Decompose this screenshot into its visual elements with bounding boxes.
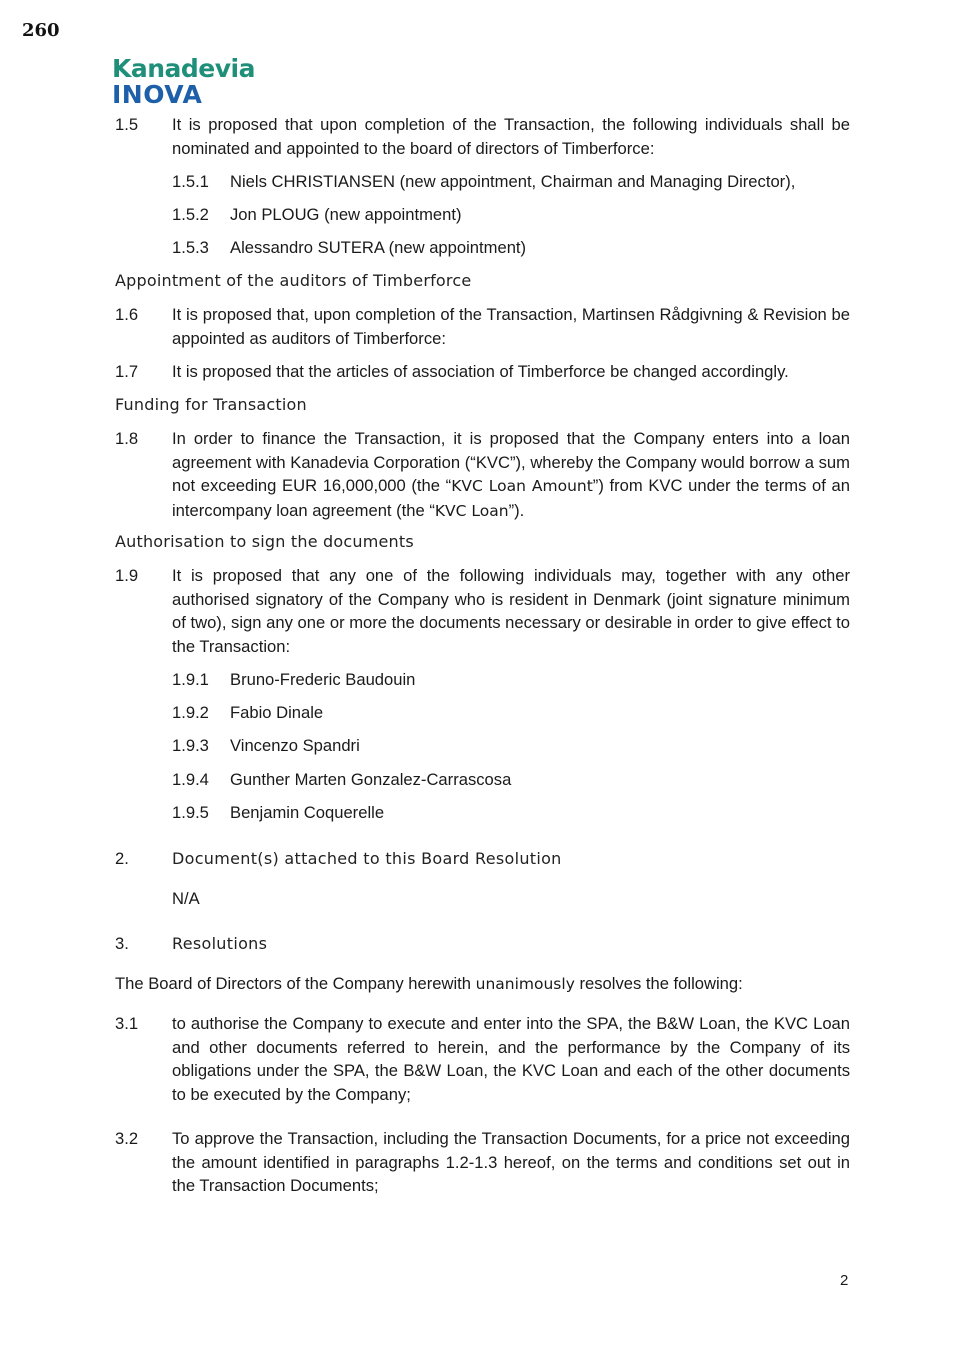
clause-number: 3.2 xyxy=(115,1129,139,1148)
clause-text: It is proposed that any one of the following individuals may, together with any other authorised signatory of the Company who is resident in Denmark (joint signature minimum of two), sign any one or more the documents necessary or desirable in order to give effect to the Transaction: xyxy=(172,566,850,656)
section-heading: Funding for Transaction xyxy=(115,395,307,414)
clause-text xyxy=(172,427,850,523)
list-item-number: 1.9.4 xyxy=(172,770,209,789)
section-number: 3. xyxy=(115,934,129,953)
list-item-number: 1.5.2 xyxy=(172,205,209,224)
list-item-number: 1.5.1 xyxy=(172,172,209,191)
clause-text-part: ”) from KVC under the terms of an intercompany loan agreement (the “ xyxy=(172,476,850,520)
logo-inova: INOVA xyxy=(112,80,203,109)
section-title: Resolutions xyxy=(172,934,268,953)
list-item-number: 1.9.3 xyxy=(172,736,209,755)
list-item-text: Niels CHRISTIANSEN (new appointment, Chairman and Managing Director), xyxy=(230,172,796,191)
section-heading: Appointment of the auditors of Timberforce xyxy=(115,271,472,290)
clause-number: 1.6 xyxy=(115,305,139,324)
list-item-text: Benjamin Coquerelle xyxy=(230,803,385,822)
clause-number: 3.1 xyxy=(115,1014,139,1033)
clause-number: 1.9 xyxy=(115,566,139,585)
section-body: N/A xyxy=(172,889,200,908)
section-heading: Authorisation to sign the documents xyxy=(115,532,414,551)
clause-text-part: ”). xyxy=(508,500,525,520)
clause-number: 1.7 xyxy=(115,362,139,381)
list-item-text: Gunther Marten Gonzalez-Carrascosa xyxy=(230,770,512,789)
clause-text: It is proposed that, upon completion of the Transaction, Martinsen Rådgivning & Revision be appointed as auditors of Timberforce: xyxy=(172,305,850,348)
list-item-text: Fabio Dinale xyxy=(230,703,324,722)
intro-emphasis: unanimously xyxy=(475,975,575,993)
page-number: 2 xyxy=(840,1272,849,1289)
section-title: Document(s) attached to this Board Resolution xyxy=(172,849,562,868)
clause-number: 1.8 xyxy=(115,429,139,448)
resolution-intro xyxy=(115,974,743,994)
page-stamp-number: 260 xyxy=(22,20,60,41)
list-item-text: Alessandro SUTERA (new appointment) xyxy=(230,238,527,257)
clause-number: 1.5 xyxy=(115,115,139,134)
logo-kanadevia: Kanadevia xyxy=(112,54,255,83)
list-item-number: 1.9.2 xyxy=(172,703,209,722)
list-item-number: 1.9.1 xyxy=(172,670,209,689)
list-item-number: 1.9.5 xyxy=(172,803,209,822)
clause-text: To approve the Transaction, including the Transaction Documents, for a price not exceeding the amount identified in paragraphs 1.2-1.3 hereof, on the terms and conditions set out in the Transaction Documents; xyxy=(172,1129,850,1195)
list-item-number: 1.5.3 xyxy=(172,238,209,257)
intro-text: The Board of Directors of the Company herewith xyxy=(115,974,476,993)
list-item-text: Vincenzo Spandri xyxy=(230,736,360,755)
clause-text: to authorise the Company to execute and enter into the SPA, the B&W Loan, the KVC Loan and other documents referred to herein, and the performance by the Company of its obligations under the SPA, the B&W Loan, the KVC Loan and each of the other documents to be executed by the Company; xyxy=(172,1014,850,1104)
section-number: 2. xyxy=(115,849,129,868)
clause-text: It is proposed that upon completion of the Transaction, the following individuals shall be nominated and appointed to the board of directors of Timberforce: xyxy=(172,115,850,158)
defined-term: KVC Loan Amount xyxy=(451,477,593,495)
list-item-text: Bruno-Frederic Baudouin xyxy=(230,670,416,689)
clause-text-part: In order to finance the Transaction, it is proposed that the Company enters into a loan agreement with Kanadevia Corporation (“KVC”), whereby the Company would borrow a sum not exceeding EUR 16,000,000 (the “ xyxy=(172,429,850,495)
defined-term: KVC Loan xyxy=(434,501,509,520)
intro-text: resolves the following: xyxy=(574,974,743,993)
list-item-text: Jon PLOUG (new appointment) xyxy=(230,205,462,224)
clause-text: It is proposed that the articles of association of Timberforce be changed accordingly. xyxy=(172,362,789,381)
